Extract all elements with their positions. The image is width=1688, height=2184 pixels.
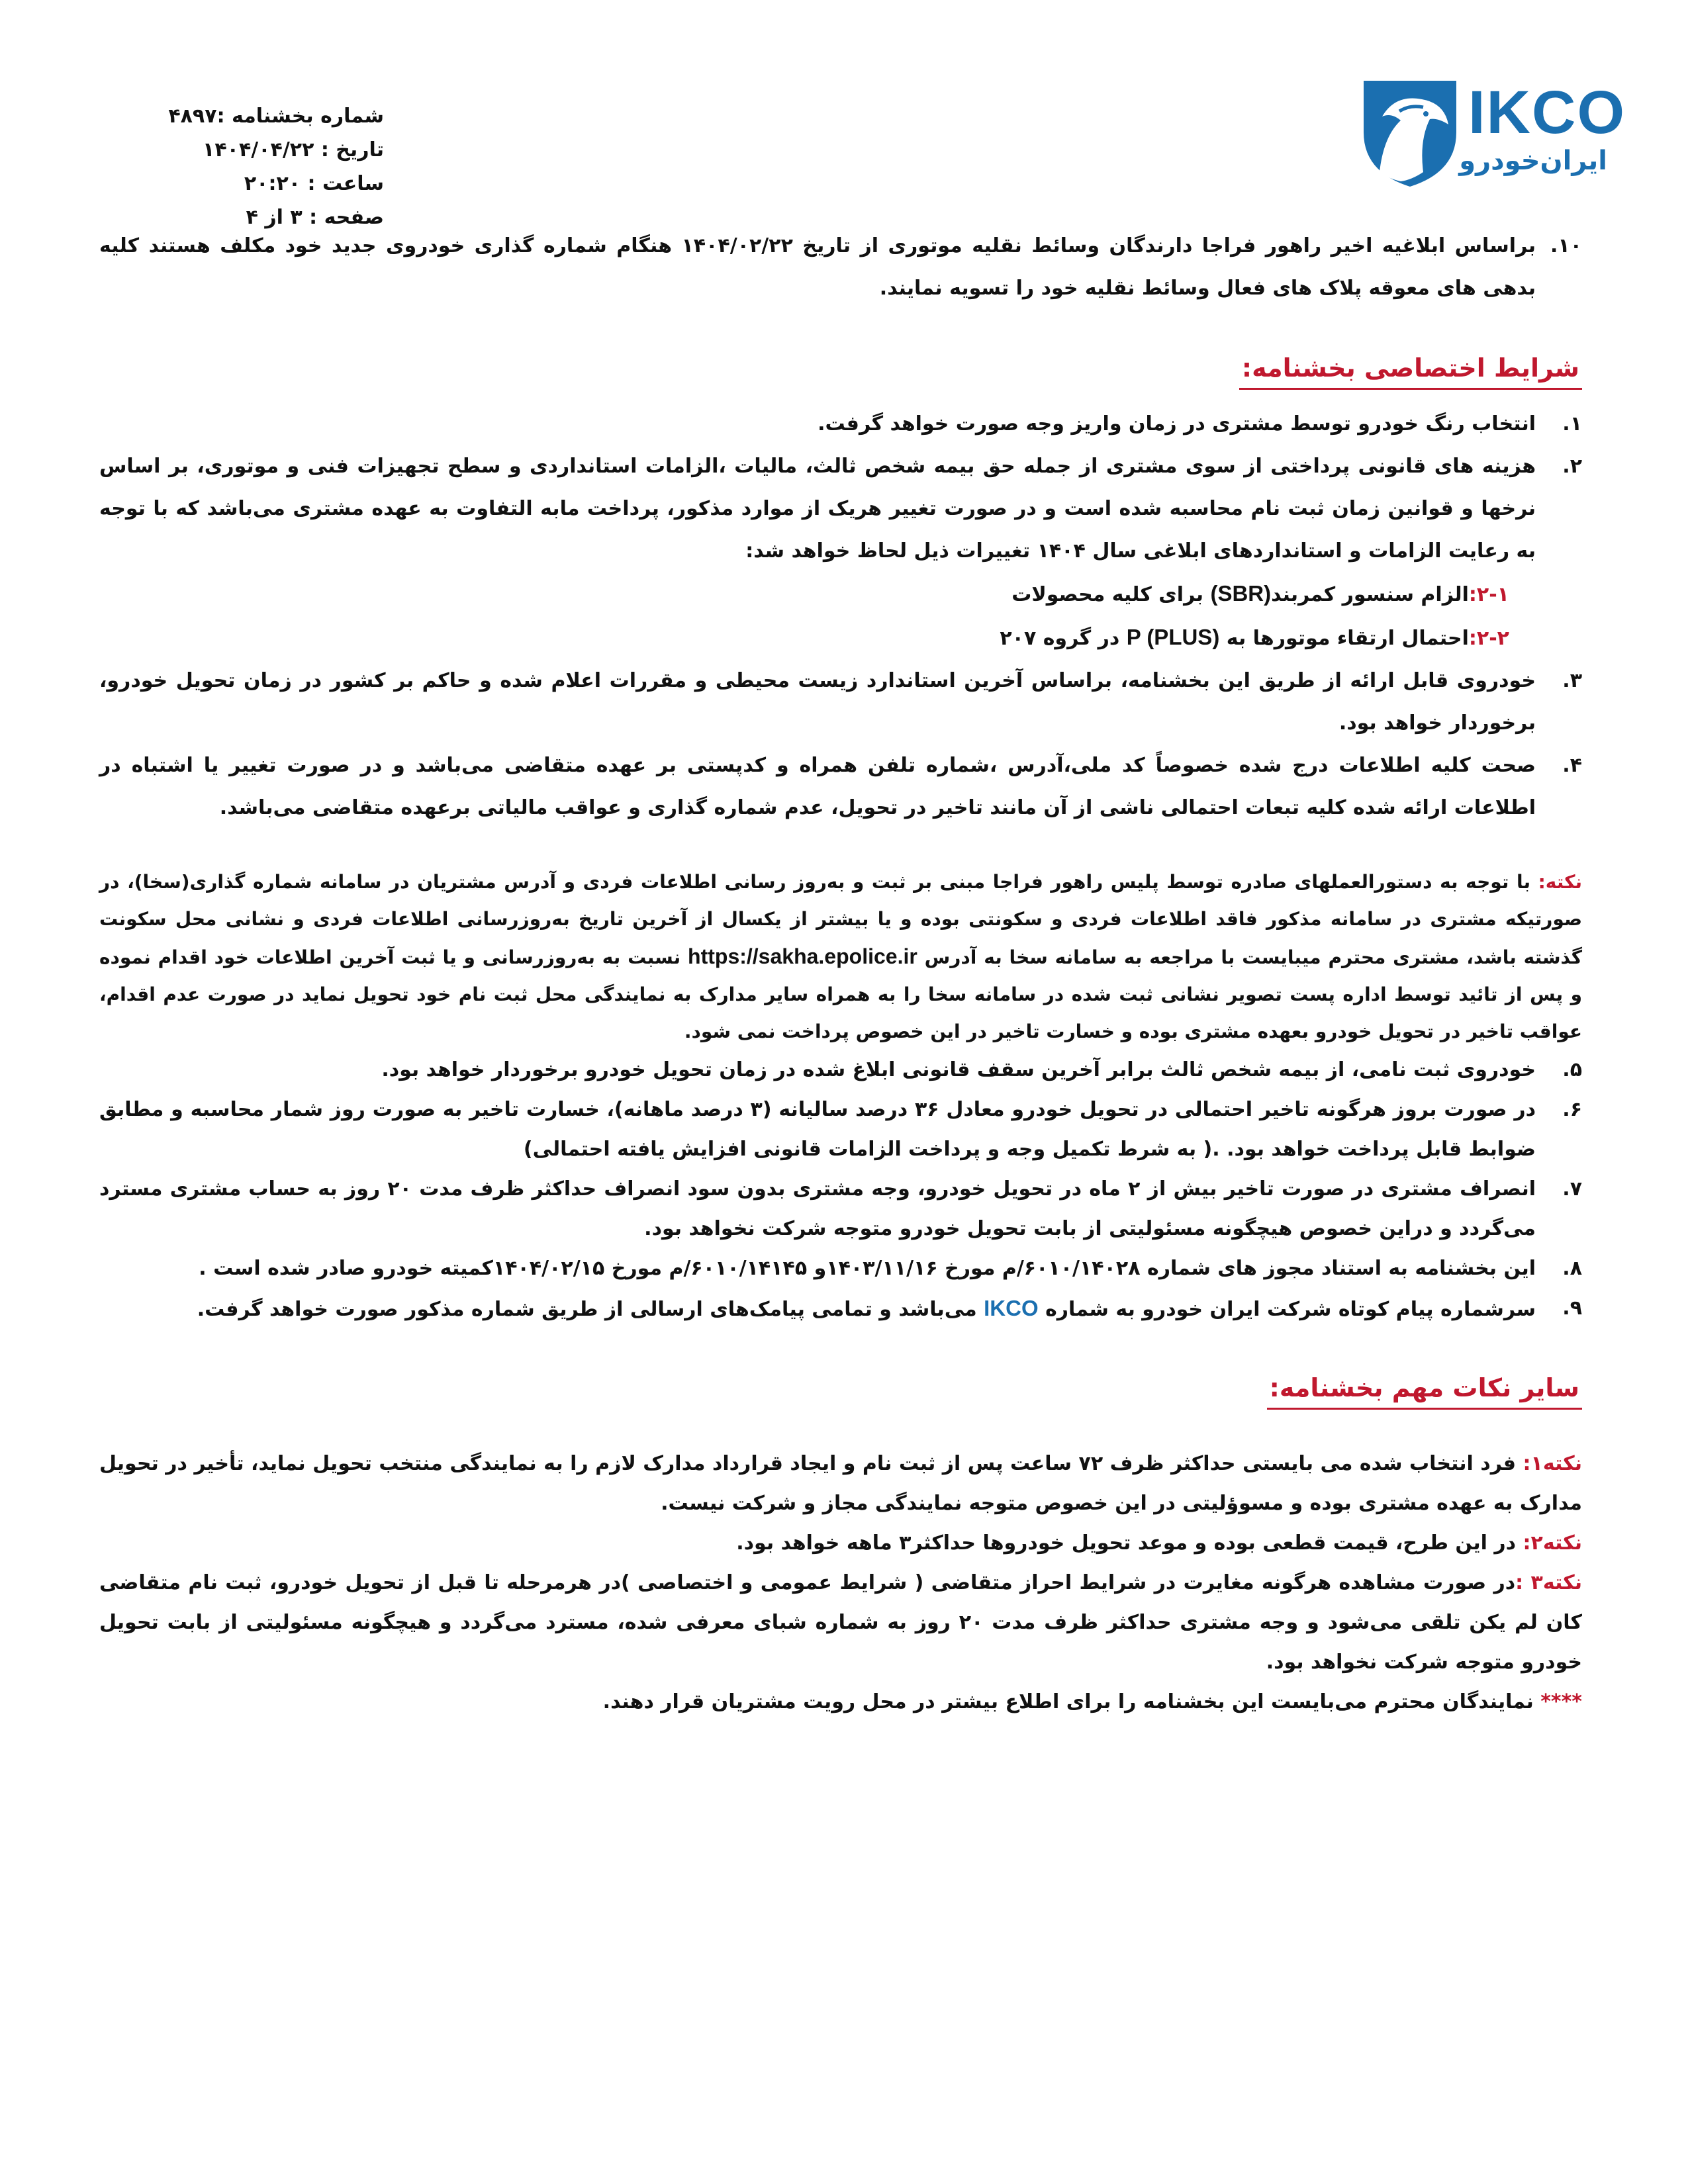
brand-wordmark: IKCO xyxy=(1468,79,1626,146)
important-note xyxy=(99,1524,1582,1563)
item-number: ۸. xyxy=(1562,1257,1582,1280)
circular-body xyxy=(99,225,1582,1722)
sub-item-label: ۲-۲: xyxy=(1468,627,1509,650)
item-text: انتخاب رنگ خودرو توسط مشتری در زمان واریز وجه صورت خواهد گرفت. xyxy=(818,412,1536,435)
list-item xyxy=(99,445,1582,572)
important-note xyxy=(99,1444,1582,1524)
item-text: هزینه های قانونی پرداختی از سوی مشتری از جمله حق بیمه شخص ثالث، مالیات ،الزامات استانداردی و سطح تجهیزات فنی و موتوری، بر اساس نرخها و قوانین زمان ثبت نام محاسبه شده است و در صورت تغییر هریک از موارد مذکور، پرداخت مابه التفاوت به عهده مشتری می‌باشد که با توجه به رعایت الزامات و استانداردهای ابلاغی سال ۱۴۰۴ تغییرات ذیل لحاظ خواهد شد: xyxy=(99,455,1536,563)
item-number: ۶. xyxy=(1562,1098,1582,1121)
item-text: این بخشنامه به استناد مجوز های شماره ۶۰۱۰/۱۴۰۲۸/م مورخ ۱۴۰۳/۱۱/۱۶و ۶۰۱۰/۱۴۱۴۵/م مورخ ۱۴۰۴/۰۲/۱۵کمیته خودرو صادر شده است . xyxy=(199,1257,1536,1280)
item-number: ۱. xyxy=(1562,412,1582,435)
note-label: نکته۳ : xyxy=(1515,1571,1582,1594)
note-label: نکته: xyxy=(1538,871,1582,893)
brand-subtitle: ایران‌خودرو xyxy=(1459,146,1607,176)
list-item xyxy=(99,1289,1582,1330)
item-number: ۵. xyxy=(1562,1058,1582,1081)
list-item xyxy=(99,745,1582,829)
item-text: می‌باشد و تمامی پیامک‌های ارسالی از طریق شماره مذکور صورت خواهد گرفت. xyxy=(197,1298,984,1321)
sakha-note xyxy=(99,864,1582,1050)
sub-item xyxy=(99,616,1582,660)
item-text: خودروی ثبت نامی، از بیمه شخص ثالث برابر آخرین سقف قانونی ابلاغ شده در زمان تحویل خودرو برخوردار خواهد بود. xyxy=(381,1058,1536,1081)
list-item xyxy=(99,1050,1582,1090)
circular-number: شماره بخشنامه :۴۸۹۷ xyxy=(168,105,384,128)
circular-date: تاریخ : ۱۴۰۴/۰۴/۲۲ xyxy=(203,138,384,161)
list-item xyxy=(99,1090,1582,1169)
sub-item-text: در گروه ۲۰۷ xyxy=(1000,627,1127,650)
ikco-logo xyxy=(1357,73,1626,192)
item-text: در صورت بروز هرگونه تاخیر احتمالی در تحویل خودرو معادل ۳۶ درصد سالیانه (۳ درصد ماهانه)، خسارت تاخیر به صورت روز شمار محاسبه و مطابق ضوابط قابل پرداخت خواهد بود. .( به شرط تکمیل وجه و پرداخت الزامات قانونی افزایش یافته احتمالی) xyxy=(99,1098,1536,1161)
sub-item-text: برای کلیه محصولات xyxy=(1011,583,1211,606)
sub-item-code: P (PLUS) xyxy=(1126,625,1220,649)
special-section-title: شرایط اختصاصی بخشنامه: xyxy=(1239,351,1582,390)
sub-item xyxy=(99,572,1582,616)
sakha-link[interactable]: https://sakha.epolice.ir xyxy=(688,944,917,968)
other-notes xyxy=(99,1444,1582,1722)
note-text: نسبت به به‌روزرسانی و یا ثبت آخرین اطلاعات خود اقدام نموده و پس از تائید توسط اداره پست تصویر نشانی ثبت شده در سامانه سخا را به همراه سایر مدارک به نمایندگی محل ثبت نام خود تحویل نماید در صورت عدم اقدام، عواقب تاخیر در تحویل خودرو بعهده مشتری بوده و خسارت تاخیر در این خصوص پرداخت نمی شود. xyxy=(99,946,1582,1042)
list-item xyxy=(99,403,1582,445)
item-number: ۳. xyxy=(1562,669,1582,692)
item-text: براساس ابلاغیه اخیر راهور فراجا دارندگان وسائط نقلیه موتوری از تاریخ ۱۴۰۴/۰۲/۲۲ هنگام شماره گذاری خودروی جدید خود مکلف هستند کلیه بدهی های معوقه پلاک های فعال وسائط نقلیه خود را تسویه نمایند. xyxy=(99,234,1536,300)
important-note xyxy=(99,1563,1582,1682)
final-note xyxy=(99,1682,1582,1722)
item-number: ۴. xyxy=(1562,754,1582,777)
circular-meta xyxy=(119,99,384,234)
sub-item-text: احتمال ارتقاء موتورها به xyxy=(1219,627,1469,650)
list-item xyxy=(99,1249,1582,1289)
other-section-title: سایر نکات مهم بخشنامه: xyxy=(1267,1371,1582,1410)
stars-marker: **** xyxy=(1540,1690,1582,1713)
note-text: نمایندگان محترم می‌بایست این بخشنامه را برای اطلاع بیشتر در محل رویت مشتریان قرار دهند. xyxy=(602,1690,1541,1713)
item-number: ۷. xyxy=(1562,1177,1582,1201)
intro-item xyxy=(99,225,1582,310)
sub-item-label: ۲-۱: xyxy=(1468,583,1509,606)
note-text: فرد انتخاب شده می بایستی حداکثر ظرف ۷۲ ساعت پس از ثبت نام و ایجاد قرارداد مدارک لازم را به نمایندگی منتخب تحویل نماید، تأخیر در تحویل مدارک به عهده مشتری بوده و مسوؤلیتی در این خصوص متوجه نمایندگی مجاز و شرکت نیست. xyxy=(99,1452,1582,1515)
sms-sender-id: IKCO xyxy=(984,1296,1039,1320)
page-number: صفحه : ۳ از ۴ xyxy=(246,206,384,229)
item-number: ۲. xyxy=(1562,455,1582,478)
sub-item-code: (SBR) xyxy=(1210,581,1272,606)
sub-item-text: الزام سنسور کمربند xyxy=(1271,583,1469,606)
note-label: نکته۱: xyxy=(1523,1452,1582,1475)
note-text: در این طرح، قیمت قطعی بوده و موعد تحویل خودروها حداکثر۳ ماهه خواهد بود. xyxy=(736,1531,1523,1555)
item-number: ۱۰. xyxy=(1550,234,1582,257)
item-text: صحت کلیه اطلاعات درج شده خصوصاً کد ملی،آدرس ،شماره تلفن همراه و کدپستی بر عهده متقاضی می‌باشد و در صورت تغییر یا اشتباه در اطلاعات ارائه شده کلیه تبعات احتمالی ناشی از آن مانند تاخیر در تحویل، عدم شماره گذاری و عواقب مالیاتی برعهده متقاضی می‌باشد. xyxy=(99,754,1536,819)
item-text: انصراف مشتری در صورت تاخیر بیش از ۲ ماه در تحویل خودرو، وجه مشتری بدون سود انصراف حداکثر ظرف مدت ۲۰ روز به حساب مشتری مسترد می‌گردد و دراین خصوص هیچگونه مسئولیتی از بابت تحویل خودرو متوجه شرکت نخواهد بود. xyxy=(99,1177,1536,1240)
item-text: سرشماره پیام کوتاه شرکت ایران خودرو به شماره xyxy=(1038,1298,1536,1321)
note-text: در صورت مشاهده هرگونه مغایرت در شرایط احراز متقاضی ( شرایط عمومی و اختصاصی )در هرمرحله تا قبل از تحویل خودرو، ثبت نام متقاضی کان لم یکن تلقی می‌شود و وجه مشتری حداکثر ظرف مدت ۲۰ روز به شماره شبای معرفی شده، مسترد می‌گردد و هیچگونه مسئولیتی از بابت تحویل خودرو متوجه شرکت نخواهد بود. xyxy=(99,1571,1583,1674)
note-text: با توجه به دستورالعملهای صادره توسط پلیس راهور فراجا مبنی بر ثبت و به‌روز رسانی اطلاعات فردی و آدرس مشتریان در سامانه شماره گذاری(سخا)، در صورتیکه مشتری در سامانه مذکور فاقد اطلاعات فردی و سکونتی بوده و یا بیشتر از یکسال از آخرین تاریخ به‌روزرسانی اطلاعات فردی و نشانی محل سکونت گذشته باشد، مشتری محترم میبایست با مراجعه به سامانه سخا به آدرس xyxy=(99,871,1582,968)
list-item xyxy=(99,660,1582,745)
item-number: ۹. xyxy=(1562,1297,1582,1320)
item-text: خودروی قابل ارائه از طریق این بخشنامه، براساس آخرین استاندارد زیست محیطی و مقررات اعلام شده و حاکم بر کشور در زمان تحویل خودرو، برخوردار خواهد بود. xyxy=(99,669,1536,735)
circular-time: ساعت : ۲۰:۲۰ xyxy=(244,172,384,195)
note-label: نکته۲: xyxy=(1523,1531,1582,1555)
list-item xyxy=(99,1169,1582,1249)
